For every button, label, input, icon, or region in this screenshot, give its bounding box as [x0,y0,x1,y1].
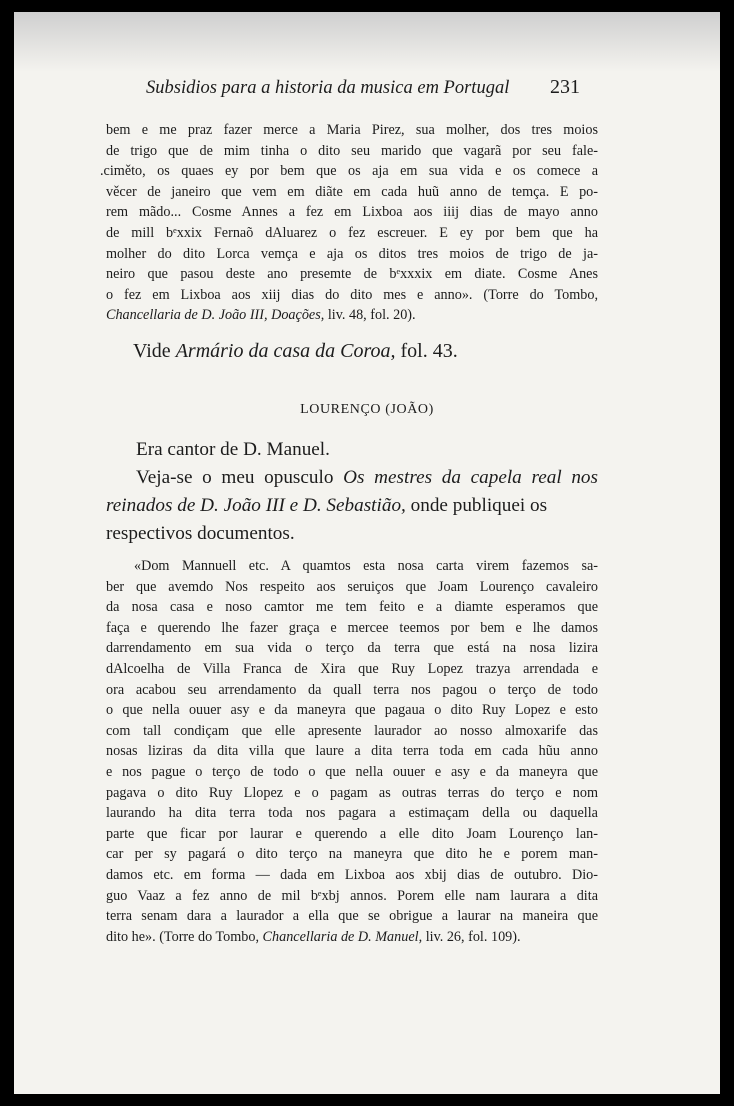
body-prefix: Veja-se o meu opusculo [136,467,344,488]
text-line: věcer de janeiro que vem em diãte em cada huũ anno de temça. E po- [106,183,598,200]
body-line: Era cantor de D. Manuel. [136,439,330,460]
text-line: guo Vaaz a fez anno de mil bᵉxbj annos. Porem elle nam laurara a dita [106,887,598,904]
paragraph-top [100,120,598,326]
body-line: respectivos documentos. [106,523,295,544]
section-heading: LOURENÇO (JOÃO) [300,402,434,417]
text-line: bem e me praz fazer merce a Maria Pirez, sua molher, dos tres moios [106,122,598,138]
text-line: neiro que pasou deste ano presemte de bᵉxxxix em diate. Cosme Anes [106,266,598,283]
text-line: da nosa casa e noso camtor me tem feito e a diamte esperamos que [106,599,598,616]
text-line: com tall condiçam que elle apresente laurador ao nosso almoxarife das [106,722,598,739]
text-line: o fez em Lixboa aos xiij dias do dito mes e anno». (Torre do Tombo, [106,286,598,303]
body-text [136,436,598,492]
text-line: damos etc. em forma — dada em Lixboa aos xbij dias de outubro. Dio- [106,866,598,883]
body-text-cont [106,492,598,548]
text-line: molher do dito Lorca vemça e aja os ditos tres moios de trigo de ja- [106,245,598,262]
text-line: laurando ha dita terra toda nos pagara a estimaçam della ou daquella [106,805,598,822]
running-header: Subsidios para a historia da musica em Portugal [146,78,510,98]
body-line [136,464,598,492]
text-line-last [106,927,598,948]
text-line: nosas liziras da dita villa que laure a dita terra toda em cada hũu anno [106,743,598,760]
text-line-last [106,305,598,326]
body-italic: Os mestres da capela real nos [343,467,598,488]
body-rest: onde publiquei os [405,495,548,516]
text-line: dAlcoelha de Villa Franca de Xira que Ruy Lopez trazya arrendada e [106,660,598,677]
text-line: e nos pague o terço de todo o que nella ouuer e asy e da maneyra que [106,763,598,780]
citation-italic: Chancellaria de D. João III, Doações, [106,307,325,324]
citation-rest: liv. 26, fol. 109). [422,928,521,945]
text-line: «Dom Mannuell etc. A quamtos esta nosa carta virem fazemos sa- [134,558,598,574]
citation-rest: liv. 48, fol. 20). [324,307,416,324]
scan-shading [14,12,720,72]
text-line: terra senam dara a laurador a ella que se obrigue a laurar na maneira que [106,908,598,925]
citation-italic: Chancellaria de D. Manuel, [262,928,423,945]
text-line: darrendamento em sua vida o terço da terra que está na nosa lizira [106,640,598,657]
text-line: ora acabou seu arrendamento da quall terra nos pagou o terço de todo [106,681,598,698]
vide-italic: Armário da casa da Coroa, [175,340,396,362]
page-number: 231 [550,76,580,98]
text-line: ber que avemdo Nos respeito aos seruiços que Joam Lourenço cavaleiro [106,578,598,595]
vide-suffix: fol. 43. [395,340,458,362]
page [14,12,720,1094]
text-line: de trigo que de mim tinha o dito seu marido que vagarã por seu fale- [106,142,598,159]
text-line: pagava o dito Ruy Llopez e o pagam as outras terras do terço e nom [106,784,598,801]
vide-prefix: Vide [133,340,176,362]
vide-reference [133,340,458,363]
paragraph-document [106,556,598,947]
text-line: o que nella ouuer asy e da maneyra que pagaua o dito Ruy Lopez e esto [106,702,598,719]
text-line: car per sy pagará o dito terço na maneyra que dito he e porem man- [106,846,598,863]
text-line: faça e querendo lhe fazer graça e mercee teemos por bem e lhe damos [106,619,598,636]
text-line: de mill bᵉxxix Fernaõ dAluarez o fez escreuer. E ey por bem que ha [106,224,598,241]
citation-prefix: dito he». (Torre do Tombo, [106,928,263,945]
text-line: parte que ficar por laurar e querendo a elle dito Joam Lourenço lan- [106,825,598,842]
text-line: rem mãdo... Cosme Annes a fez em Lixboa aos iiij dias de mayo anno [106,204,598,221]
body-line [106,492,598,520]
text-line: .ciměto, os quaes ey por bem que os aja em sua vida e os comece a [100,163,598,180]
body-italic-2: reinados de D. João III e D. Sebastião, [106,495,406,516]
